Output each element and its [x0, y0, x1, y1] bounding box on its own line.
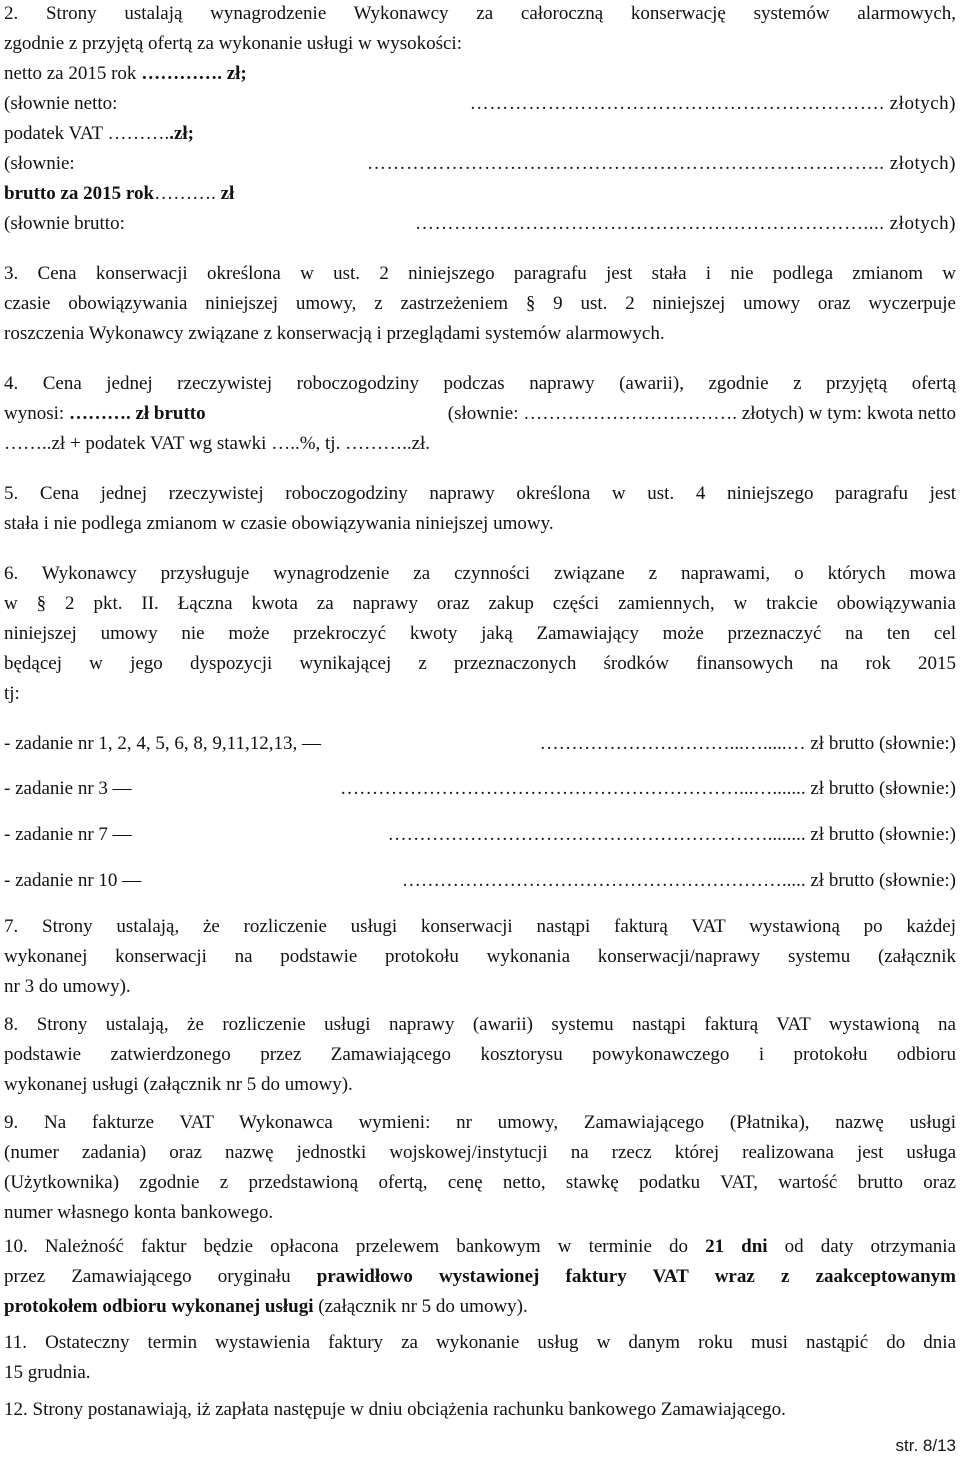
brutto-unit: zł	[215, 183, 235, 204]
p2-line1: 2. Strony ustalają wynagrodzenie Wykonawcy za całoroczną konserwację systemów alarmowych,	[4, 3, 956, 24]
p9-line3: (Użytkownika) zgodnie z przedstawioną ofertą, cenę netto, stawkę podatku VAT, wartość brutto oraz	[4, 1172, 956, 1193]
vat-dots: ……….	[107, 123, 170, 144]
p5-line2: stała i nie podlega zmianom w czasie obowiązywania niniejszej umowy.	[4, 513, 554, 534]
slownie-netto-label: (słownie netto:	[4, 93, 118, 114]
p3-line2: czasie obowiązywania niniejszej umowy, z zastrzeżeniem § 9 ust. 2 niniejszej umowy oraz wyczerpuje	[4, 293, 956, 314]
task-item	[4, 732, 956, 756]
p6-line2: w § 2 pkt. II. Łączna kwota za naprawy oraz zakup części zamiennych, w trakcie obowiązywania	[4, 593, 956, 614]
p3-line3: roszczenia Wykonawcy związane z konserwacją i przeglądami systemów alarmowych.	[4, 323, 665, 344]
task-label: - zadanie nr 1, 2, 4, 5, 6, 8, 9,11,12,13, —	[4, 733, 321, 754]
p10-text: 10. Należność faktur będzie opłacona przelewem bankowym w terminie do	[4, 1236, 706, 1257]
p8-line2: podstawie zatwierdzonego przez Zamawiającego kosztorysu powykonawczego i protokołu odbioru	[4, 1044, 956, 1065]
p10-line2	[4, 1265, 956, 1289]
p10-line3	[4, 1295, 956, 1319]
task-value: ……………………………………………………..... zł brutto (słownie:)	[401, 870, 956, 891]
p8-line3: wykonanej usługi (załącznik nr 5 do umowy).	[4, 1074, 353, 1095]
p2-line2: zgodnie z przyjętą ofertą za wykonanie usługi w wysokości:	[4, 33, 462, 54]
p4-line2	[4, 402, 956, 426]
p9-line2: (numer zadania) oraz nazwę jednostki wojskowej/instytucji na rzecz której realizowana jest usługa	[4, 1142, 956, 1163]
p2-vat-line	[4, 122, 956, 146]
page-number: str. 8/13	[895, 1436, 956, 1455]
p6-line3: niniejszej umowy nie może przekroczyć kwoty jaką Zamawiający może przeznaczyć na ten cel	[4, 623, 956, 644]
p10-text-end: od daty otrzymania	[767, 1236, 956, 1257]
task-label: - zadanie nr 3 —	[4, 778, 132, 799]
task-item	[4, 823, 956, 847]
slownie-value: …………………………………………………………………….. złotych)	[366, 153, 956, 174]
slownie-brutto-value: …………………………………………………………….... złotych)	[414, 213, 956, 234]
p10-bold-protocol: protokołem odbioru wykonanej usługi	[4, 1296, 314, 1317]
netto-label: netto za 2015 rok	[4, 63, 137, 84]
p4-wynosi: wynosi:	[4, 403, 69, 424]
p6-line5: tj:	[4, 683, 20, 704]
p8-line1: 8. Strony ustalają, że rozliczenie usługi naprawy (awarii) systemu nastąpi fakturą VAT wystawioną na	[4, 1014, 956, 1035]
p2-slownie-brutto-line	[4, 212, 956, 236]
p10-attachment: (załącznik nr 5 do umowy).	[313, 1296, 528, 1317]
p4-line1: 4. Cena jednej rzeczywistej roboczogodziny podczas naprawy (awarii), zgodnie z przyjętą ofertą	[4, 373, 956, 394]
p6-line4: będącej w jego dyspozycji wynikającej z przeznaczonych środków finansowych na rok 2015	[4, 653, 956, 674]
p2-netto-line	[4, 62, 956, 86]
brutto-label: brutto za 2015 rok	[4, 183, 155, 204]
p9-line4: numer własnego konta bankowego.	[4, 1202, 274, 1223]
p10-days: 21 dni	[705, 1236, 768, 1257]
p4-slownie: (słownie: ……………………………. złotych) w tym: kwota netto	[447, 403, 956, 424]
p6-line1: 6. Wykonawcy przysługuje wynagrodzenie za czynności związane z naprawami, o których mowa	[4, 563, 956, 584]
task-value: …………………………...….....… zł brutto (słownie:)	[539, 733, 956, 754]
p2-slownie-netto-line	[4, 92, 956, 116]
p4-line3: ……..zł + podatek VAT wg stawki …..%, tj. ………..zł.	[4, 433, 431, 454]
p2-brutto-line	[4, 182, 956, 206]
p9-line1: 9. Na fakturze VAT Wykonawca wymieni: nr umowy, Zamawiającego (Płatnika), nazwę usługi	[4, 1112, 956, 1133]
p10-bold-invoice: prawidłowo wystawionej faktury VAT wraz z zaakceptowanym	[316, 1266, 956, 1287]
p7-line2: wykonanej konserwacji na podstawie protokołu wykonania konserwacji/naprawy systemu (załącznik	[4, 946, 956, 967]
task-item	[4, 869, 956, 893]
p10-line1	[4, 1235, 956, 1259]
vat-unit: .zł;	[169, 123, 194, 144]
p12-line1: 12. Strony postanawiają, iż zapłata następuje w dniu obciążenia rachunku bankowego Zamawiającego.	[4, 1399, 786, 1420]
task-item	[4, 777, 956, 801]
task-label: - zadanie nr 10 —	[4, 870, 142, 891]
slownie-label: (słownie:	[4, 153, 75, 174]
slownie-brutto-label: (słownie brutto:	[4, 213, 125, 234]
slownie-netto-value: ………………………………………………………. złotych)	[469, 93, 956, 114]
p3-line1: 3. Cena konserwacji określona w ust. 2 niniejszego paragrafu jest stała i nie podlega zmianom w	[4, 263, 956, 284]
p2-slownie-line	[4, 152, 956, 176]
p11-line2: 15 grudnia.	[4, 1362, 91, 1383]
netto-value: …………. zł;	[141, 63, 247, 84]
p5-line1: 5. Cena jednej rzeczywistej roboczogodziny naprawy określona w ust. 4 niniejszego paragrafu jest	[4, 483, 956, 504]
p10-text2: przez Zamawiającego oryginału	[4, 1266, 317, 1287]
task-label: - zadanie nr 7 —	[4, 824, 132, 845]
p7-line3: nr 3 do umowy).	[4, 976, 131, 997]
p4-price-brutto: ………. zł brutto	[68, 403, 206, 424]
task-value: ………………………………………………………...…....... zł brutto (słownie:)	[340, 778, 956, 799]
vat-label: podatek VAT	[4, 123, 103, 144]
p11-line1: 11. Ostateczny termin wystawienia faktury za wykonanie usług w danym roku musi nastąpić do dnia	[4, 1332, 956, 1353]
p7-line1: 7. Strony ustalają, że rozliczenie usługi konserwacji nastąpi fakturą VAT wystawioną po każdej	[4, 916, 956, 937]
brutto-dots: ……….	[154, 183, 216, 204]
task-value: ……………………………………………………........ zł brutto (słownie:)	[387, 824, 956, 845]
